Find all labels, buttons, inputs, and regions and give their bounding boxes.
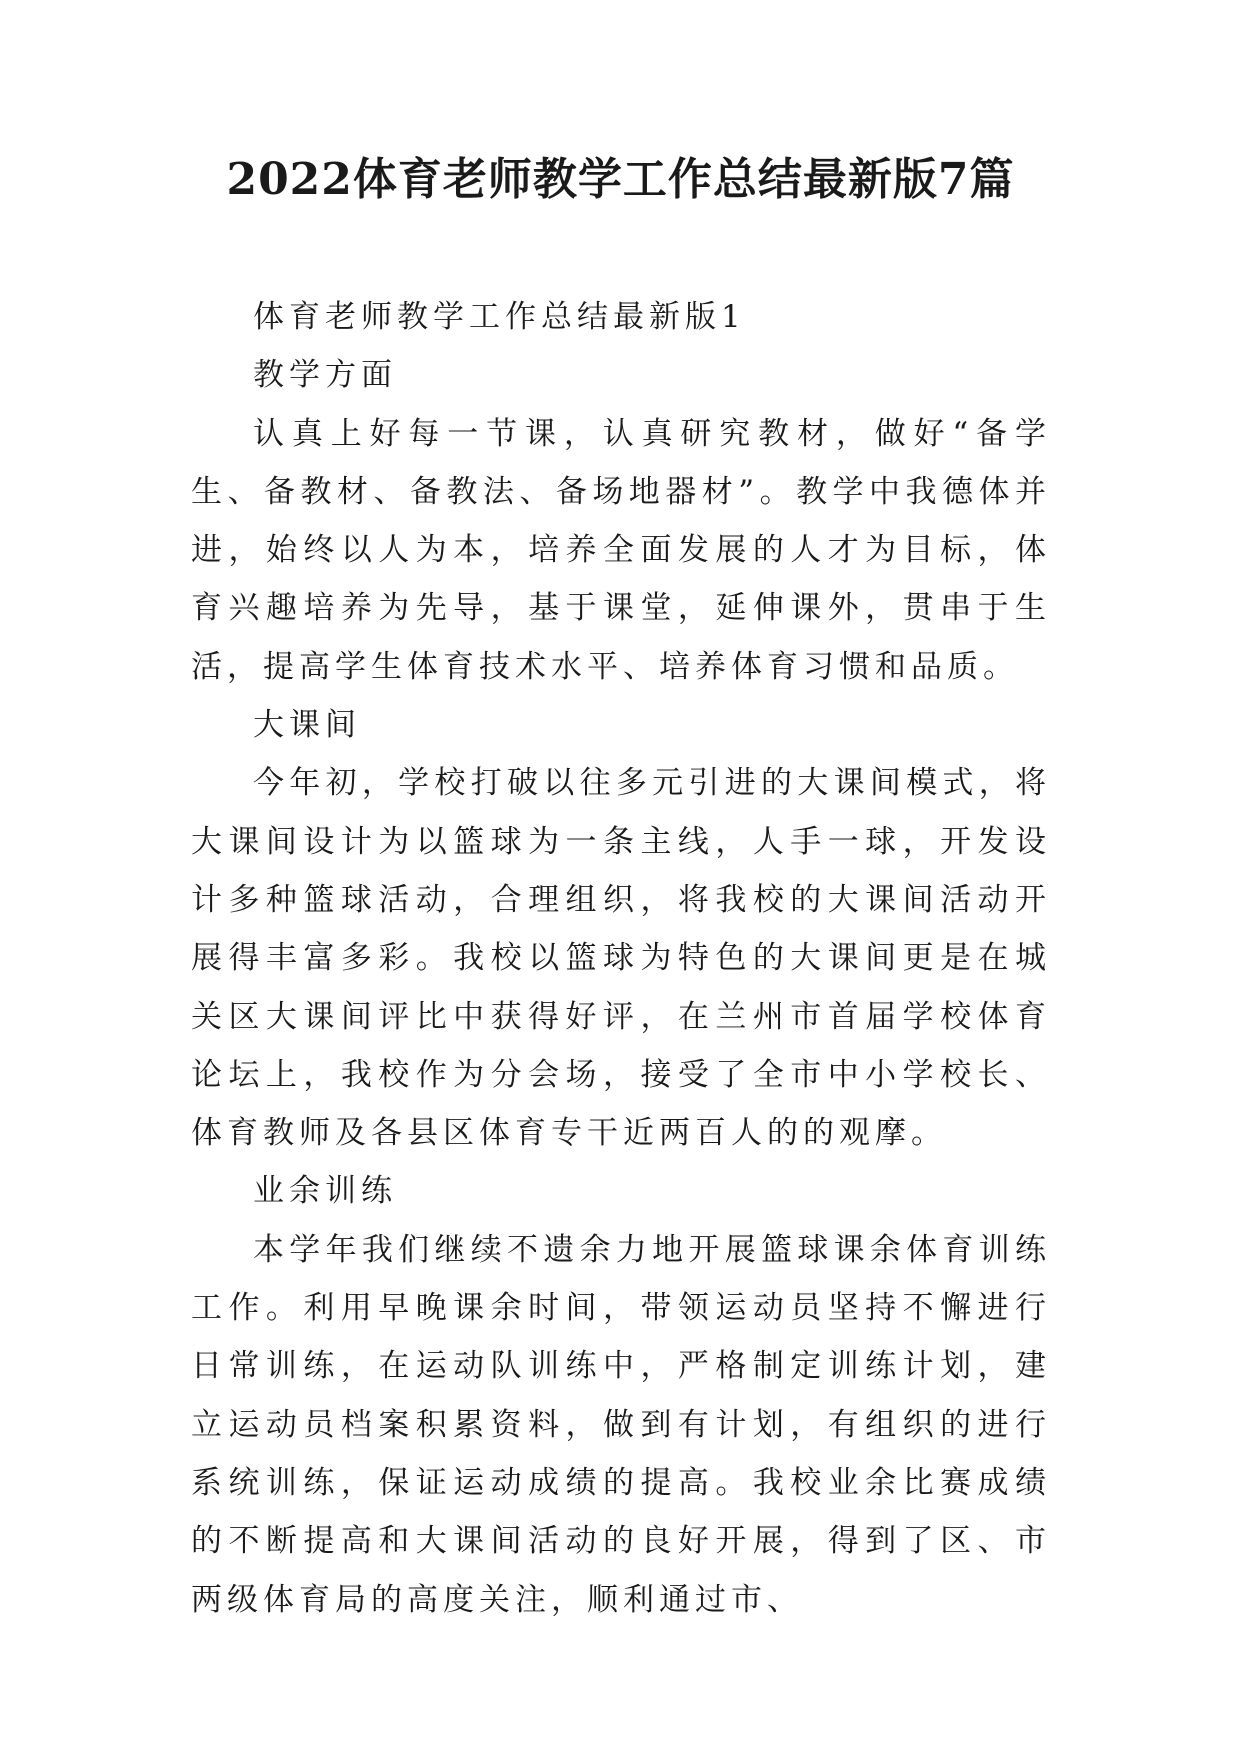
section-heading-break: 大课间 (253, 707, 361, 744)
paragraph-training: 本学年我们继续不遗余力地开展篮球课余体育训练工作。利用早晚课余时间，带领运动员坚持不懈进行日常训练，在运动队训练中，严格制定训练计划，建立运动员档案积累资料，做到有计划，有组织的进行系统训练，保证运动成绩的提高。我校业余比赛成绩的不断提高和大课间活动的良好开展，得到了区、市两级体育局的高度关注，顺利通过市、 (191, 1231, 1051, 1618)
paragraph-teaching: 认真上好每一节课，认真研究教材，做好“备学生、备教材、备教法、备场地器材”。教学中我德体并进，始终以人为本，培养全面发展的人才为目标，体育兴趣培养为先导，基于课堂，延伸课外，贯串于生活，提高学生体育技术水平、培养体育习惯和品质。 (191, 415, 1051, 685)
section-heading-summary: 体育老师教学工作总结最新版1 (253, 299, 746, 335)
section-heading-training: 业余训练 (253, 1173, 397, 1210)
document-body (191, 288, 1051, 1629)
document-title: 2022体育老师教学工作总结最新版7篇 (226, 154, 1015, 205)
section-heading-teaching: 教学方面 (253, 357, 397, 394)
paragraph-break: 今年初，学校打破以往多元引进的大课间模式，将大课间设计为以篮球为一条主线，人手一球，开发设计多种篮球活动，合理组织，将我校的大课间活动开展得丰富多彩。我校以篮球为特色的大课间更是在城关区大课间评比中获得好评，在兰州市首届学校体育论坛上，我校作为分会场，接受了全市中小学校长、体育教师及各县区体育专干近两百人的的观摩。 (191, 765, 1051, 1152)
